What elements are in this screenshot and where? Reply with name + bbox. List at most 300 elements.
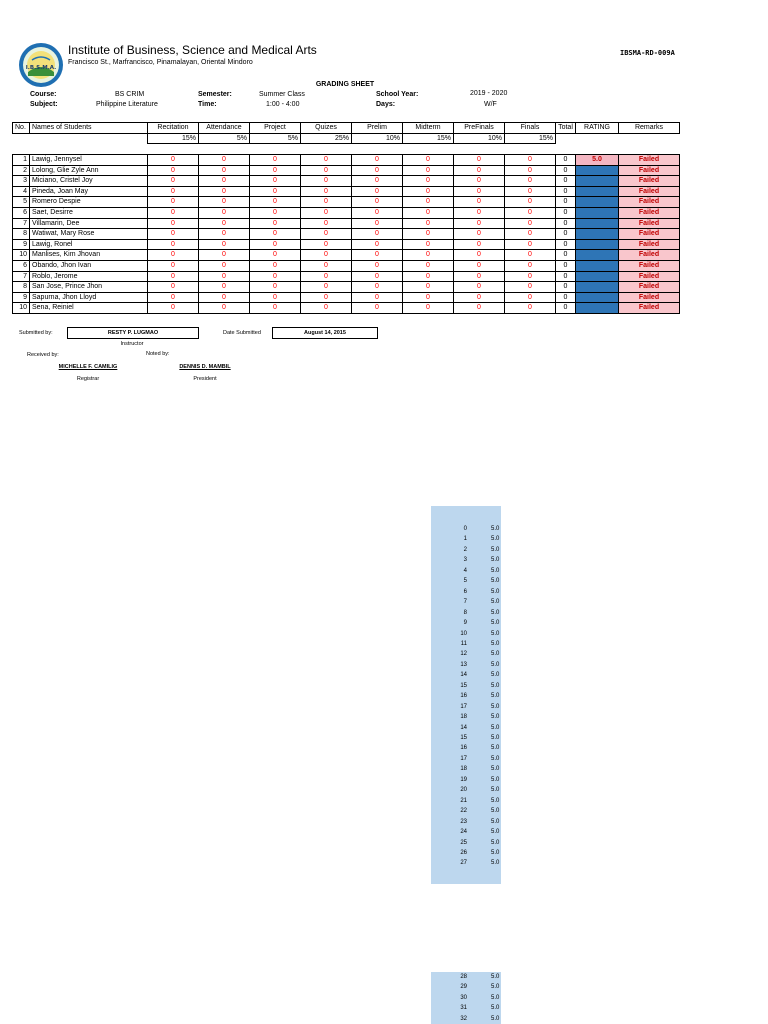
grade-table [12,154,680,314]
semester-value: Summer Class [259,91,305,98]
column-header: Prelim [352,123,403,134]
score-cell: 0 [352,218,403,229]
weight-cell: 10% [352,133,403,144]
score-cell: 0 [403,271,454,282]
score-cell: 0 [199,250,250,261]
score-cell: 0 [148,218,199,229]
noted-by-label: Noted by: [146,351,170,357]
total-cell: 0 [556,303,576,314]
score-cell: 0 [301,239,352,250]
score-cell: 0 [403,155,454,166]
lookup-score: 24 [460,829,467,836]
score-cell: 0 [301,292,352,303]
lookup-grade: 5.0 [491,599,500,606]
score-cell: 0 [301,250,352,261]
rating-cell [576,292,619,303]
lookup-row [431,534,501,544]
remarks-cell: Failed [619,271,680,282]
total-cell: 0 [556,165,576,176]
student-row [13,260,680,271]
lookup-row [431,618,501,628]
lookup-score: 5 [463,578,467,585]
lookup-row [431,576,501,586]
lookup-row [431,806,501,816]
score-cell: 0 [250,292,301,303]
student-row [13,155,680,166]
score-cell: 0 [505,260,556,271]
score-cell: 0 [505,165,556,176]
score-cell: 0 [505,282,556,293]
lookup-score: 9 [463,620,467,627]
student-name: Pineda, Joan May [30,186,148,197]
weight-spacer [619,133,680,144]
total-cell: 0 [556,229,576,240]
lookup-grade: 5.0 [491,829,500,836]
student-name: Obando, Jhon Ivan [30,260,148,271]
total-cell: 0 [556,155,576,166]
lookup-row [431,723,501,733]
lookup-row [431,1003,501,1013]
score-cell: 0 [352,260,403,271]
registrar-title: Registrar [76,376,100,382]
score-cell: 0 [454,155,505,166]
lookup-grade: 5.0 [491,651,500,658]
lookup-score: 14 [460,724,467,731]
school-year-value: 2019 - 2020 [470,90,508,97]
remarks-cell: Failed [619,260,680,271]
score-cell: 0 [454,250,505,261]
subject-value: Philippine Literature [96,101,158,108]
student-row [13,197,680,208]
student-row [13,207,680,218]
score-cell: 0 [148,260,199,271]
lookup-score: 23 [460,818,467,825]
lookup-score: 13 [460,661,467,668]
student-number: 6 [13,207,30,218]
logo-text: I.B.S.M.A. [25,65,57,71]
score-cell: 0 [148,165,199,176]
lookup-score: 29 [460,984,467,991]
lookup-score: 19 [460,776,467,783]
grade-table-header [12,122,680,144]
weight-cell: 15% [148,133,199,144]
student-number: 5 [13,197,30,208]
lookup-row [431,649,501,659]
score-cell: 0 [505,271,556,282]
total-cell: 0 [556,218,576,229]
lookup-grade: 5.0 [491,1005,500,1012]
score-cell: 0 [454,239,505,250]
student-name: Manlises, Kim Jhovan [30,250,148,261]
score-cell: 0 [199,303,250,314]
score-cell: 0 [199,260,250,271]
score-cell: 0 [454,303,505,314]
score-cell: 0 [301,186,352,197]
lookup-grade: 5.0 [491,567,500,574]
rating-lookup-table [431,506,501,884]
lookup-row [431,629,501,639]
lookup-score: 14 [460,672,467,679]
total-cell: 0 [556,292,576,303]
score-cell: 0 [505,218,556,229]
time-value: 1:00 - 4:00 [266,101,300,108]
lookup-score: 25 [460,839,467,846]
lookup-score: 12 [460,651,467,658]
lookup-grade: 5.0 [491,578,500,585]
sheet-title: GRADING SHEET [315,81,375,88]
student-row [13,218,680,229]
lookup-score: 6 [463,588,467,595]
score-cell: 0 [352,197,403,208]
lookup-row [431,712,501,722]
score-cell: 0 [199,239,250,250]
score-cell: 0 [505,155,556,166]
score-cell: 0 [250,239,301,250]
lookup-grade: 5.0 [491,693,500,700]
score-cell: 0 [250,165,301,176]
score-cell: 0 [250,260,301,271]
total-cell: 0 [556,250,576,261]
lookup-row [431,848,501,858]
lookup-grade: 5.0 [491,714,500,721]
student-row [13,250,680,261]
lookup-grade: 5.0 [491,1015,500,1022]
score-cell: 0 [403,218,454,229]
lookup-grade: 5.0 [491,839,500,846]
score-cell: 0 [454,218,505,229]
submitted-by-name: RESTY P. LUGMAO [67,327,199,339]
lookup-row [431,754,501,764]
score-cell: 0 [301,176,352,187]
remarks-cell: Failed [619,186,680,197]
lookup-grade: 5.0 [491,787,500,794]
lookup-grade: 5.0 [491,609,500,616]
student-name: Villamarin, Dee [30,218,148,229]
student-number: 3 [13,176,30,187]
lookup-score: 10 [460,630,467,637]
lookup-score: 4 [463,567,467,574]
score-cell: 0 [454,292,505,303]
score-cell: 0 [505,303,556,314]
weight-cell: 5% [199,133,250,144]
lookup-row [431,608,501,618]
score-cell: 0 [352,292,403,303]
student-row [13,303,680,314]
remarks-cell: Failed [619,155,680,166]
lookup-row [431,817,501,827]
lookup-row [431,733,501,743]
score-cell: 0 [403,207,454,218]
lookup-score: 16 [460,745,467,752]
score-cell: 0 [250,197,301,208]
lookup-score: 17 [460,703,467,710]
score-cell: 0 [403,239,454,250]
rating-cell [576,282,619,293]
weight-cell: 25% [301,133,352,144]
lookup-grade: 5.0 [491,755,500,762]
student-number: 9 [13,292,30,303]
score-cell: 0 [301,303,352,314]
lookup-row [431,1014,501,1024]
lookup-row [431,597,501,607]
lookup-grade: 5.0 [491,724,500,731]
score-cell: 0 [403,186,454,197]
lookup-score: 11 [460,640,467,647]
lookup-score: 22 [460,808,467,815]
column-header: Remarks [619,123,680,134]
score-cell: 0 [199,282,250,293]
total-cell: 0 [556,186,576,197]
weight-spacer [13,133,30,144]
lookup-row [431,545,501,555]
score-cell: 0 [250,250,301,261]
semester-label: Semester: [198,91,232,98]
score-cell: 0 [352,186,403,197]
lookup-grade: 5.0 [491,808,500,815]
column-header: No. [13,123,30,134]
score-cell: 0 [454,165,505,176]
registrar-name: MICHELLE F. CAMILIG [58,364,118,370]
lookup-score: 2 [463,546,467,553]
column-header: Names of Students [30,123,148,134]
rating-cell: 5.0 [576,155,619,166]
student-row [13,239,680,250]
course-label: Course: [30,91,57,98]
score-cell: 0 [505,207,556,218]
column-header: Recitation [148,123,199,134]
student-name: San Jose, Prince Jhon [30,282,148,293]
lookup-grade: 5.0 [491,818,500,825]
lookup-score: 7 [463,599,467,606]
total-cell: 0 [556,197,576,208]
column-header: Project [250,123,301,134]
score-cell: 0 [199,292,250,303]
score-cell: 0 [352,207,403,218]
lookup-row [431,982,501,992]
rating-cell [576,271,619,282]
score-cell: 0 [352,303,403,314]
remarks-cell: Failed [619,229,680,240]
score-cell: 0 [352,229,403,240]
lookup-grade: 5.0 [491,526,500,532]
score-cell: 0 [454,282,505,293]
weight-cell: 5% [250,133,301,144]
score-cell: 0 [352,250,403,261]
student-number: 6 [13,260,30,271]
lookup-score: 26 [460,849,467,856]
rating-cell [576,239,619,250]
institute-name: Institute of Business, Science and Medical Arts [68,43,317,57]
score-cell: 0 [199,271,250,282]
score-cell: 0 [505,239,556,250]
score-cell: 0 [148,239,199,250]
rating-cell [576,186,619,197]
lookup-row [431,796,501,806]
score-cell: 0 [250,282,301,293]
lookup-grade: 5.0 [491,682,500,689]
student-name: Lolong, Glie Zyle Ann [30,165,148,176]
column-header: Finals [505,123,556,134]
lookup-score: 21 [460,797,467,804]
lookup-score: 27 [460,860,467,867]
score-cell: 0 [454,197,505,208]
score-cell: 0 [148,186,199,197]
score-cell: 0 [301,207,352,218]
lookup-score: 20 [460,787,467,794]
lookup-grade: 5.0 [491,766,500,773]
student-number: 7 [13,218,30,229]
student-row [13,229,680,240]
score-cell: 0 [250,155,301,166]
president-title: President [193,376,217,382]
date-submitted-value: August 14, 2015 [272,327,378,339]
total-cell: 0 [556,176,576,187]
remarks-cell: Failed [619,165,680,176]
student-number: 10 [13,250,30,261]
column-header: RATING [576,123,619,134]
student-row [13,176,680,187]
lookup-score: 18 [460,766,467,773]
total-cell: 0 [556,282,576,293]
lookup-grade: 5.0 [491,735,500,741]
student-number: 1 [13,155,30,166]
lookup-row [431,764,501,774]
score-cell: 0 [148,176,199,187]
lookup-grade: 5.0 [491,994,500,1001]
score-cell: 0 [403,282,454,293]
score-cell: 0 [505,292,556,303]
score-cell: 0 [148,155,199,166]
lookup-grade: 5.0 [491,640,500,647]
score-cell: 0 [148,250,199,261]
remarks-cell: Failed [619,207,680,218]
rating-cell [576,303,619,314]
lookup-score: 16 [460,693,467,700]
score-cell: 0 [454,186,505,197]
score-cell: 0 [505,176,556,187]
lookup-grade: 5.0 [491,630,500,637]
lookup-grade: 5.0 [491,860,500,867]
received-by-label: Received by: [27,352,59,358]
lookup-score: 3 [463,557,467,564]
remarks-cell: Failed [619,197,680,208]
score-cell: 0 [199,186,250,197]
lookup-score: 32 [460,1015,467,1022]
score-cell: 0 [505,229,556,240]
lookup-grade: 5.0 [491,536,500,543]
student-name: Lawig, Ronel [30,239,148,250]
weight-spacer [556,133,576,144]
lookup-row [431,587,501,597]
score-cell: 0 [403,176,454,187]
score-cell: 0 [454,271,505,282]
lookup-row [431,702,501,712]
score-cell: 0 [250,186,301,197]
student-row [13,271,680,282]
lookup-row [431,670,501,680]
lookup-row [431,827,501,837]
weight-cell: 15% [403,133,454,144]
lookup-grade: 5.0 [491,557,500,564]
score-cell: 0 [148,303,199,314]
score-cell: 0 [352,271,403,282]
lookup-score: 30 [460,994,467,1001]
score-cell: 0 [301,282,352,293]
student-row [13,282,680,293]
lookup-grade: 5.0 [491,661,500,668]
lookup-grade: 5.0 [491,849,500,856]
score-cell: 0 [301,197,352,208]
score-cell: 0 [352,176,403,187]
student-name: Lawig, Jennysel [30,155,148,166]
rating-cell [576,229,619,240]
lookup-row [431,681,501,691]
lookup-grade: 5.0 [491,672,500,679]
score-cell: 0 [199,165,250,176]
score-cell: 0 [250,207,301,218]
lookup-row [431,743,501,753]
lookup-row [431,858,501,868]
lookup-row [431,660,501,670]
score-cell: 0 [301,165,352,176]
remarks-cell: Failed [619,303,680,314]
score-cell: 0 [148,207,199,218]
lookup-score: 28 [460,974,467,980]
lookup-row [431,639,501,649]
lookup-row [431,785,501,795]
score-cell: 0 [148,271,199,282]
score-cell: 0 [403,165,454,176]
student-number: 9 [13,239,30,250]
student-number: 4 [13,186,30,197]
column-header: Quizes [301,123,352,134]
lookup-score: 15 [460,682,467,689]
total-cell: 0 [556,260,576,271]
student-name: Watiwat, Mary Rose [30,229,148,240]
student-name: Sapurna, Jhon Lloyd [30,292,148,303]
lookup-score: 0 [463,526,467,532]
days-label: Days: [376,101,396,108]
student-number: 8 [13,282,30,293]
lookup-row [431,775,501,785]
score-cell: 0 [352,165,403,176]
score-cell: 0 [301,229,352,240]
score-cell: 0 [301,260,352,271]
lookup-grade: 5.0 [491,974,500,980]
remarks-cell: Failed [619,218,680,229]
score-cell: 0 [403,303,454,314]
remarks-cell: Failed [619,250,680,261]
lookup-row [431,566,501,576]
score-cell: 0 [199,197,250,208]
rating-cell [576,197,619,208]
rating-cell [576,260,619,271]
lookup-row [431,555,501,565]
total-cell: 0 [556,207,576,218]
lookup-score: 31 [460,1005,467,1012]
lookup-grade: 5.0 [491,703,500,710]
student-row [13,292,680,303]
weight-cell: 10% [454,133,505,144]
score-cell: 0 [403,197,454,208]
lookup-grade: 5.0 [491,776,500,783]
score-cell: 0 [505,250,556,261]
days-value: W/F [484,101,497,108]
total-cell: 0 [556,271,576,282]
student-name: Miciano, Cristel Joy [30,176,148,187]
remarks-cell: Failed [619,176,680,187]
score-cell: 0 [199,155,250,166]
